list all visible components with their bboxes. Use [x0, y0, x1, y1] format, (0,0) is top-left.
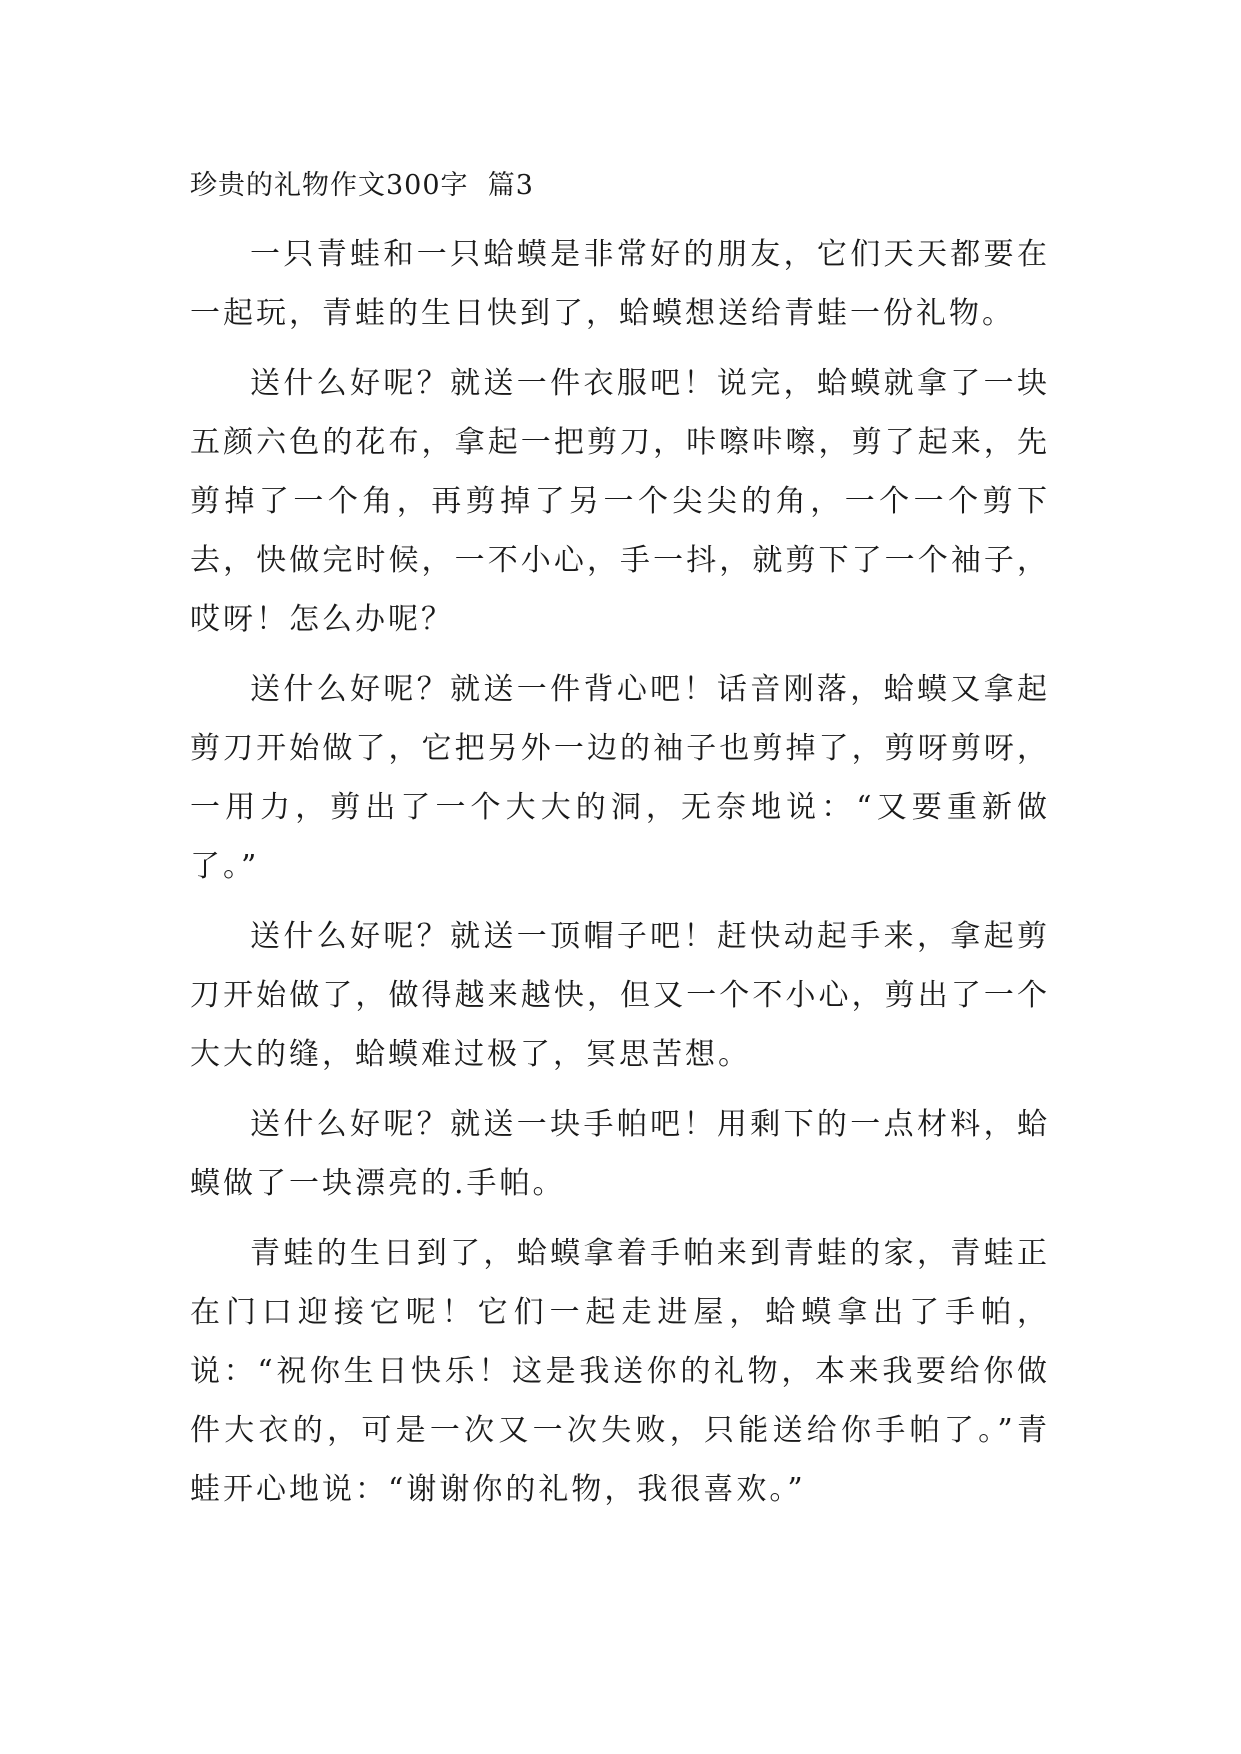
paragraph-3: 送什么好呢？就送一件背心吧！话音刚落，蛤蟆又拿起剪刀开始做了，它把另外一边的袖子也剪掉了，剪呀剪呀，一用力，剪出了一个大大的洞，无奈地说：“又要重新做了。” — [190, 672, 1050, 884]
document-body — [190, 165, 1050, 1530]
paragraph-1: 一只青蛙和一只蛤蟆是非常好的朋友，它们天天都要在一起玩，青蛙的生日快到了，蛤蟆想送给青蛙一份礼物。 — [190, 237, 1050, 331]
paragraph-6: 青蛙的生日到了，蛤蟆拿着手帕来到青蛙的家，青蛙正在门口迎接它呢！它们一起走进屋，蛤蟆拿出了手帕，说：“祝你生日快乐！这是我送你的礼物，本来我要给你做件大衣的，可是一次又一次失败，只能送给你手帕了。”青蛙开心地说：“谢谢你的礼物，我很喜欢。” — [190, 1236, 1050, 1507]
document-title: 珍贵的礼物作文300字 篇3 — [190, 170, 534, 201]
paragraph-5: 送什么好呢？就送一块手帕吧！用剩下的一点材料，蛤蟆做了一块漂亮的.手帕。 — [190, 1107, 1050, 1201]
paragraph-2: 送什么好呢？就送一件衣服吧！说完，蛤蟆就拿了一块五颜六色的花布，拿起一把剪刀，咔嚓咔嚓，剪了起来，先剪掉了一个角，再剪掉了另一个尖尖的角，一个一个剪下去，快做完时候，一不小心，手一抖，就剪下了一个袖子，哎呀！怎么办呢？ — [190, 366, 1050, 637]
paragraph-4: 送什么好呢？就送一顶帽子吧！赶快动起手来，拿起剪刀开始做了，做得越来越快，但又一个不小心，剪出了一个大大的缝，蛤蟆难过极了，冥思苦想。 — [190, 919, 1050, 1072]
